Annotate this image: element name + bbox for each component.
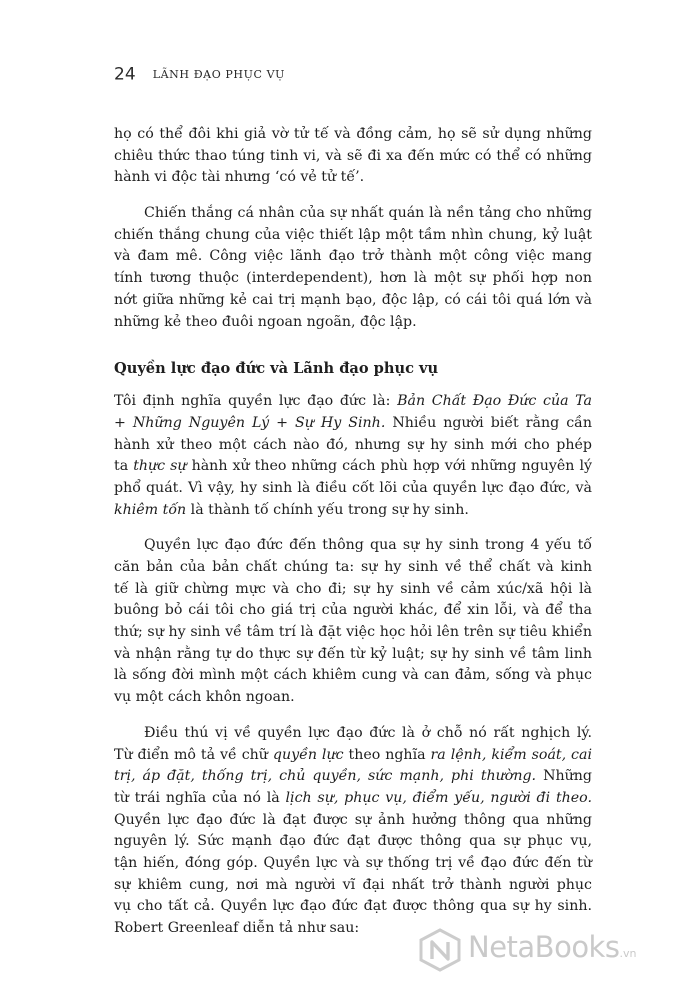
- text-line: [114, 896, 592, 918]
- text-line: họ có thể đôi khi giả vờ tử tế và đồng cảm, họ sẽ sử dụng những: [114, 126, 592, 142]
- text-run: theo nghĩa: [343, 746, 431, 763]
- text-line: [114, 875, 592, 897]
- text-line: [114, 391, 592, 413]
- text-line: [114, 500, 592, 522]
- paragraph-p3: [114, 391, 592, 521]
- text-run: ta: [114, 458, 134, 475]
- text-line: những kẻ theo đuôi ngoan ngoãn, độc lập.: [114, 313, 417, 330]
- text-run: nguyên lý. Sức mạnh đạo đức đạt được thông qua sự phục vụ,: [114, 833, 592, 850]
- text-run: Quyền lực đạo đức là đạt được sự ảnh hưởng thông qua những: [114, 811, 592, 828]
- paragraph-p5: [114, 723, 592, 940]
- spacer: [114, 189, 592, 203]
- running-title: LÃNH ĐẠO PHỤC VỤ: [152, 68, 286, 81]
- text-line: [114, 766, 592, 788]
- text-line: vụ một cách khôn ngoan.: [114, 689, 295, 706]
- text-line: và đam mê. Công việc lãnh đạo trở thành một công việc mang: [114, 248, 592, 265]
- text-line: Chiến thắng cá nhân của sự nhất quán là nền tảng cho những: [144, 205, 592, 222]
- text-run: Điều thú vị về quyền lực đạo đức là ở chỗ nó rất nghịch lý.: [144, 724, 592, 741]
- italic-text: trị, áp đặt, thống trị, chủ quyền, sức mạnh, phi thường.: [114, 768, 537, 785]
- watermark-brand: NetaBooks: [468, 930, 620, 964]
- text-line: chiêu thức thao túng tinh vi, và sẽ đi xa đến mức có thể có những: [114, 147, 592, 164]
- text-run: phổ quát. Vì vậy, hy sinh là điều cốt lõi của quyền lực đạo đức, và: [114, 479, 592, 496]
- spacer: [114, 709, 592, 723]
- text-line: [114, 723, 592, 745]
- page-number: 24: [114, 64, 136, 85]
- text-line: tế là giữ chừng mực và cho đi; sự hy sinh về cảm xúc/xã hội là: [114, 580, 592, 597]
- text-line: [114, 478, 592, 500]
- text-line: [114, 810, 592, 832]
- text-run: sự khiêm cung, nơi mà người vĩ đại nhất trở thành người phục: [114, 876, 592, 893]
- italic-text: quyền lực: [272, 746, 344, 763]
- watermark-text: [468, 930, 636, 964]
- text-line: [114, 788, 592, 810]
- book-text: [114, 124, 592, 940]
- italic-text: thực sự: [133, 458, 187, 475]
- italic-text: lịch sự, phục vụ, điểm yếu, người đi theo.: [285, 789, 592, 806]
- text-line: thứ; sự hy sinh về tâm trí là đặt việc học hỏi lên trên sự tiêu khiển: [114, 624, 592, 641]
- text-run: từ trái nghĩa của nó là: [114, 789, 286, 806]
- text-line: tính tương thuộc (interdependent), hơn là một sự phối hợp non: [114, 270, 592, 287]
- netabooks-logo-icon: [418, 928, 462, 972]
- text-run: hành xử theo những cách phù hợp với những nguyên lý: [186, 458, 592, 475]
- italic-text: khiêm tốn: [114, 501, 187, 518]
- watermark-tld: .vn: [619, 947, 637, 960]
- text-line: [114, 456, 592, 478]
- netabooks-watermark: [418, 928, 688, 972]
- paragraph-p4: [114, 535, 592, 709]
- text-run: vụ cho tất cả. Quyền lực đạo đức đạt được thông qua sự hy sinh.: [114, 898, 592, 915]
- page-header: [114, 64, 285, 92]
- text-run: là thành tố chính yếu trong sự hy sinh.: [186, 501, 469, 518]
- paragraph-p1: [114, 124, 592, 189]
- text-run: hành xử theo một cách nào đó, nhưng sự hy sinh mới cho phép: [114, 436, 592, 453]
- text-line: [114, 853, 592, 875]
- paragraph-p2: [114, 203, 592, 333]
- text-line: hành vi độc tài nhưng ‘có vẻ tử tế’.: [114, 169, 365, 186]
- text-line: là sống đời mình một cách khiêm cung và can đảm, sống và phục: [114, 667, 592, 684]
- text-line: chiến thắng chung của việc thiết lập một tầm nhìn chung, kỷ luật: [114, 226, 592, 243]
- spacer: [114, 381, 592, 391]
- text-run: Tôi định nghĩa quyền lực đạo đức là:: [114, 393, 398, 410]
- italic-text: + Những Nguyên Lý + Sự Hy Sinh.: [114, 414, 386, 431]
- spacer: [114, 333, 592, 357]
- text-line: Quyền lực đạo đức đến thông qua sự hy sinh trong 4 yếu tố: [144, 537, 592, 554]
- text-line: buông bỏ cái tôi cho giá trị của người khác, để xin lỗi, và để tha: [114, 602, 592, 619]
- text-line: [114, 413, 592, 435]
- text-run: Robert Greenleaf diễn tả như sau:: [114, 920, 360, 936]
- text-run: Nhiều người biết rằng cần: [385, 414, 592, 431]
- text-line: và nhận rằng tự do thực sự đến từ kỷ luật; sự hy sinh về tâm linh: [114, 645, 592, 662]
- text-line: [114, 831, 592, 853]
- text-line: nớt giữa những kẻ cai trị mạnh bạo, độc lập, có cái tôi quá lớn và: [114, 291, 592, 308]
- spacer: [114, 521, 592, 535]
- text-line: [114, 435, 592, 457]
- italic-text: ra lệnh, kiểm soát, cai: [430, 746, 593, 763]
- text-run: Từ điển mô tả về chữ: [114, 746, 273, 763]
- text-run: Những: [536, 768, 592, 785]
- section-heading: Quyền lực đạo đức và Lãnh đạo phục vụ: [114, 360, 439, 378]
- text-line: [114, 745, 592, 767]
- text-run: tận hiến, đóng góp. Quyền lực và sự thống trị về đạo đức đến từ: [114, 854, 592, 871]
- text-line: căn bản của bản chất chúng ta: sự hy sinh về thể chất và kinh: [114, 559, 592, 575]
- italic-text: Bản Chất Đạo Đức của Ta: [397, 393, 592, 410]
